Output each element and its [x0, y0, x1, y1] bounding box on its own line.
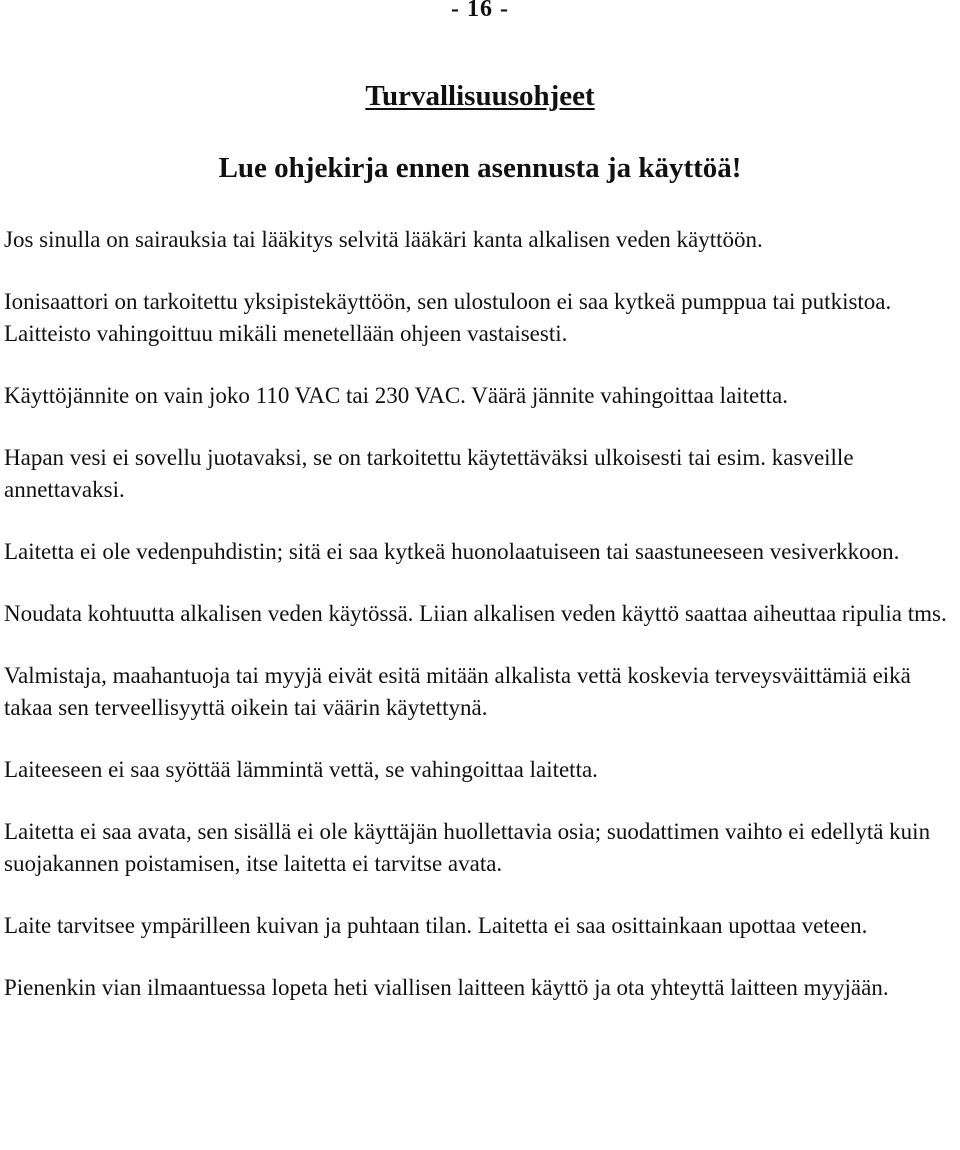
paragraph-dry-space: Laite tarvitsee ympärilleen kuivan ja puhtaan tilan. Laitetta ei saa osittainkaan upottaa veteen. [4, 913, 868, 938]
paragraph-not-purifier: Laitetta ei ole vedenpuhdistin; sitä ei saa kytkeä huonolaatuiseen tai saastuneeseen vesiverkkoon. [4, 539, 900, 564]
page-number: - 16 - [451, 0, 509, 22]
paragraph-no-warm-water: Laiteeseen ei saa syöttää lämmintä vettä, se vahingoittaa laitetta. [4, 757, 598, 782]
paragraph-voltage: Käyttöjännite on vain joko 110 VAC tai 230 VAC. Väärä jännite vahingoittaa laitetta. [4, 383, 788, 408]
paragraph-acidic-water: Hapan vesi ei sovellu juotavaksi, se on tarkoitettu käytettäväksi ulkoisesti tai esim. kasveille annettavaksi. [4, 445, 854, 502]
paragraph-do-not-open: Laitetta ei saa avata, sen sisällä ei ole käyttäjän huollettavia osia; suodattimen vaihto ei edellytä kuin suojakannen poistamisen, itse laitetta ei tarvitse avata. [4, 819, 931, 876]
page-title: Turvallisuusohjeet [365, 80, 595, 112]
paragraph-no-health-claims: Valmistaja, maahantuoja tai myyjä eivät esitä mitään alkalista vettä koskevia terveysväittämiä eikä takaa sen terveellisyyttä oikein tai väärin käytettynä. [4, 663, 911, 720]
paragraph-moderation: Noudata kohtuutta alkalisen veden käytössä. Liian alkalisen veden käyttö saattaa aiheuttaa ripulia tms. [4, 601, 947, 626]
page-subtitle: Lue ohjekirja ennen asennusta ja käyttöä! [218, 152, 742, 184]
paragraph-medical: Jos sinulla on sairauksia tai lääkitys selvitä lääkäri kanta alkalisen veden käyttöön. [4, 227, 763, 252]
paragraph-fault-contact-seller: Pienenkin vian ilmaantuessa lopeta heti viallisen laitteen käyttö ja ota yhteyttä laitteen myyjään. [4, 975, 889, 1000]
safety-instructions [4, 224, 956, 1004]
paragraph-single-point-use: Ionisaattori on tarkoitettu yksipistekäyttöön, sen ulostuloon ei saa kytkeä pumppua tai putkistoa. Laitteisto vahingoittuu mikäli menetellään ohjeen vastaisesti. [4, 289, 892, 346]
